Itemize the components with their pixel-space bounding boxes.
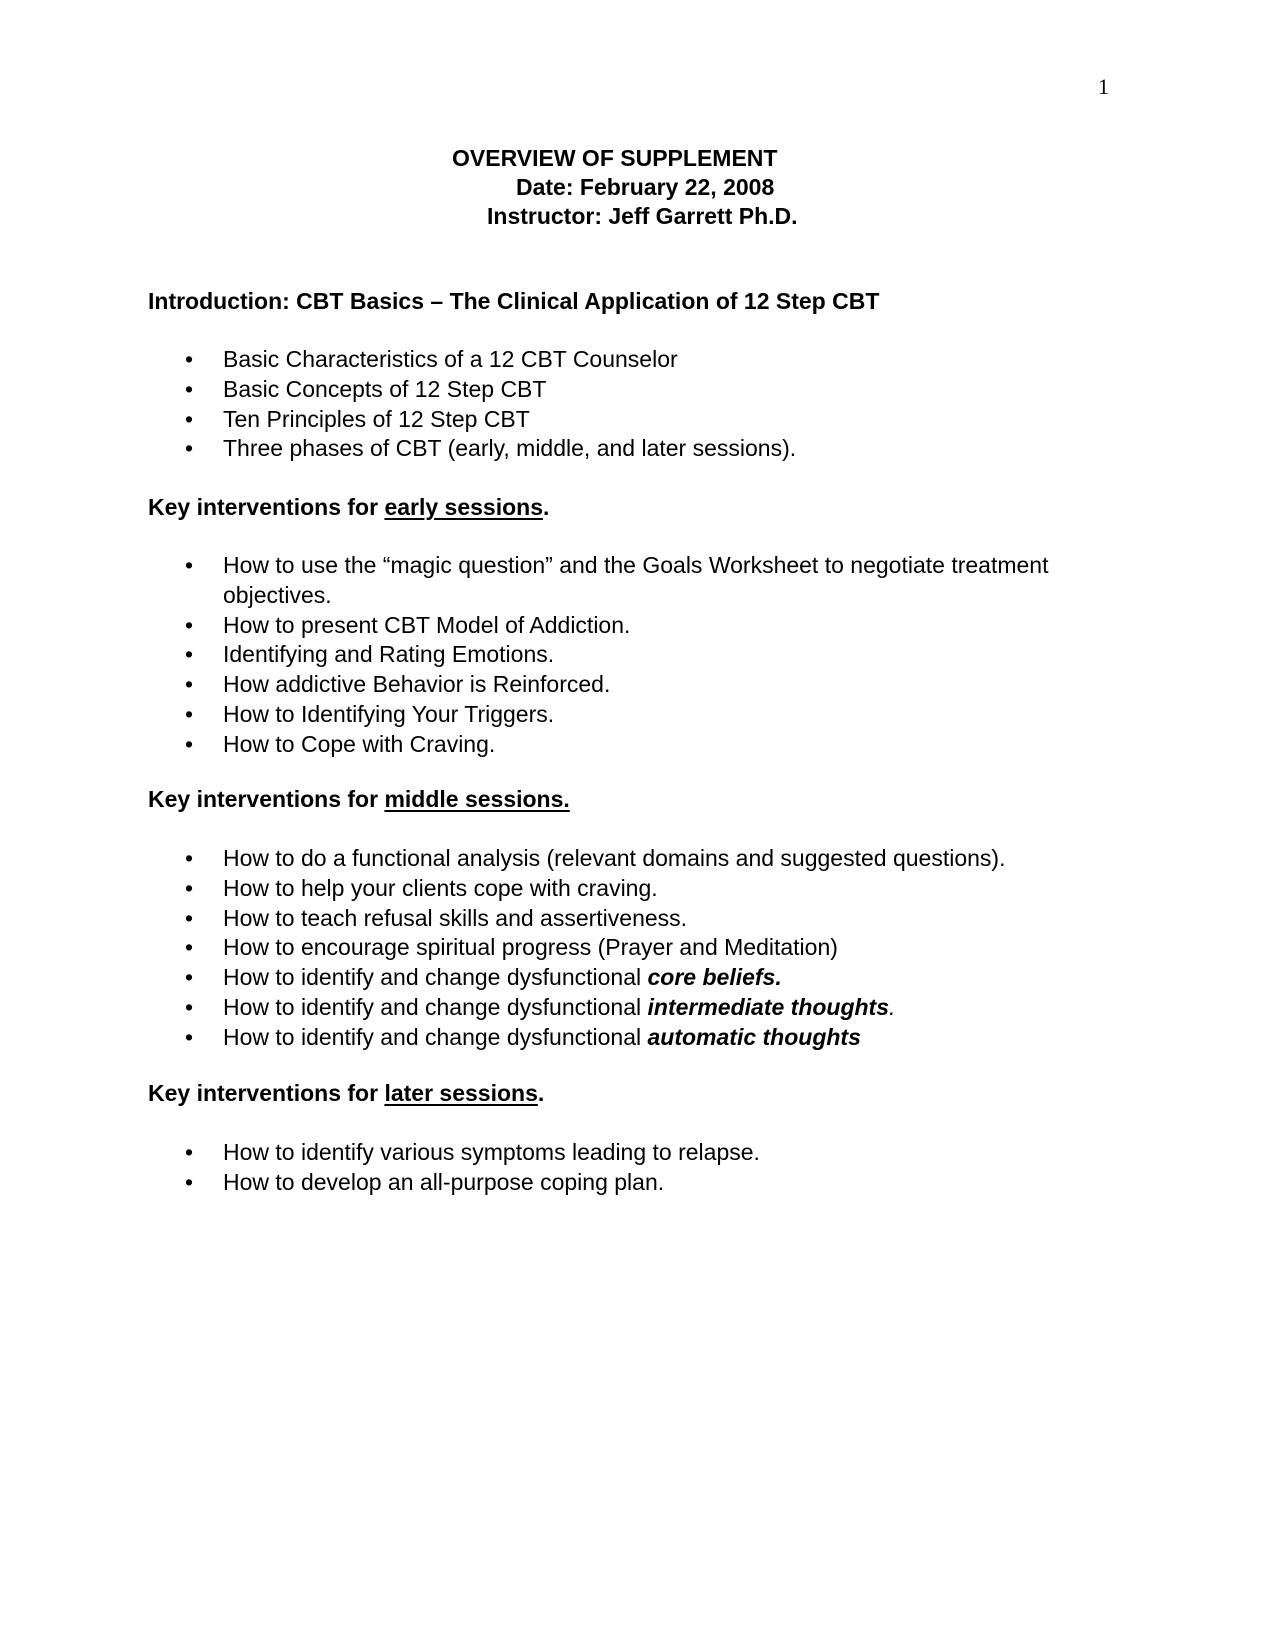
later-sessions-underlined: later sessions [384,1080,538,1106]
bullet-icon: • [185,700,194,727]
bullet-icon: • [185,1023,194,1050]
emphasis-text: intermediate thoughts [647,993,890,1020]
page-number: 1 [1098,74,1109,99]
bullet-icon: • [185,405,194,432]
middle-sessions-list [148,844,1148,1053]
list-item: • How to Cope with Craving. [148,730,1148,760]
list-item: • How to identify various symptoms leading to relapse. [148,1138,1148,1168]
list-item: • How addictive Behavior is Reinforced. [148,670,1148,700]
bullet-icon: • [185,375,194,402]
middle-sessions-underlined: middle sessions. [384,786,570,812]
bullet-icon: • [185,346,194,372]
bullet-icon: • [185,904,194,931]
list-item: • How to identify and change dysfunctional automatic thoughts [148,1023,1148,1053]
emphasis-text: core beliefs [647,964,776,991]
bullet-icon: • [185,845,194,871]
early-sessions-underlined: early sessions [384,494,543,520]
list-item: • How to identify and change dysfunctional core beliefs. [148,963,1148,993]
bullet-icon: • [185,964,194,991]
bullet-icon: • [185,641,194,668]
early-sessions-list [148,551,1148,760]
list-item: • How to develop an all-purpose coping plan. [148,1168,1148,1198]
list-item: • Identifying and Rating Emotions. [148,640,1148,670]
document-instructor: Instructor: Jeff Garrett Ph.D. [487,203,798,229]
document-title: OVERVIEW OF SUPPLEMENT [452,145,778,171]
list-item: • How to identify and change dysfunctional intermediate thoughts. [148,993,1148,1023]
bullet-icon: • [185,552,194,578]
intro-list [148,345,1148,464]
list-item: • How to help your clients cope with craving. [148,874,1148,904]
bullet-icon: • [185,934,194,961]
later-sessions-list [148,1138,1148,1198]
bullet-icon: • [185,671,194,698]
bullet-icon: • [185,993,194,1020]
bullet-icon: • [185,611,194,638]
intro-heading: Introduction: CBT Basics – The Clinical Application of 12 Step CBT [148,288,880,314]
bullet-icon: • [185,1168,194,1195]
middle-sessions-heading: Key interventions for middle sessions. [148,786,570,812]
early-sessions-heading: Key interventions for early sessions. [148,494,550,520]
list-item: • How to Identifying Your Triggers. [148,700,1148,730]
list-item: • How to use the “magic question” and the Goals Worksheet to negotiate treatment objectives. [185,552,1049,608]
bullet-icon: • [185,874,194,901]
list-item: • Three phases of CBT (early, middle, and later sessions). [148,434,1148,464]
list-item: • Ten Principles of 12 Step CBT [148,405,1148,435]
list-item: • Basic Characteristics of a 12 CBT Counselor [148,345,1148,375]
document-date: Date: February 22, 2008 [516,174,775,200]
later-sessions-heading: Key interventions for later sessions. [148,1080,545,1106]
bullet-icon: • [185,730,194,757]
emphasis-text: automatic thoughts [647,1023,861,1050]
list-item: • How to present CBT Model of Addiction. [148,611,1148,641]
list-item: • Basic Concepts of 12 Step CBT [148,375,1148,405]
list-item: • How to encourage spiritual progress (Prayer and Meditation) [148,933,1148,963]
bullet-icon: • [185,1139,194,1165]
list-item: • How to teach refusal skills and assertiveness. [148,904,1148,934]
bullet-icon: • [185,435,194,462]
list-item: • How to do a functional analysis (relevant domains and suggested questions). [148,844,1148,874]
